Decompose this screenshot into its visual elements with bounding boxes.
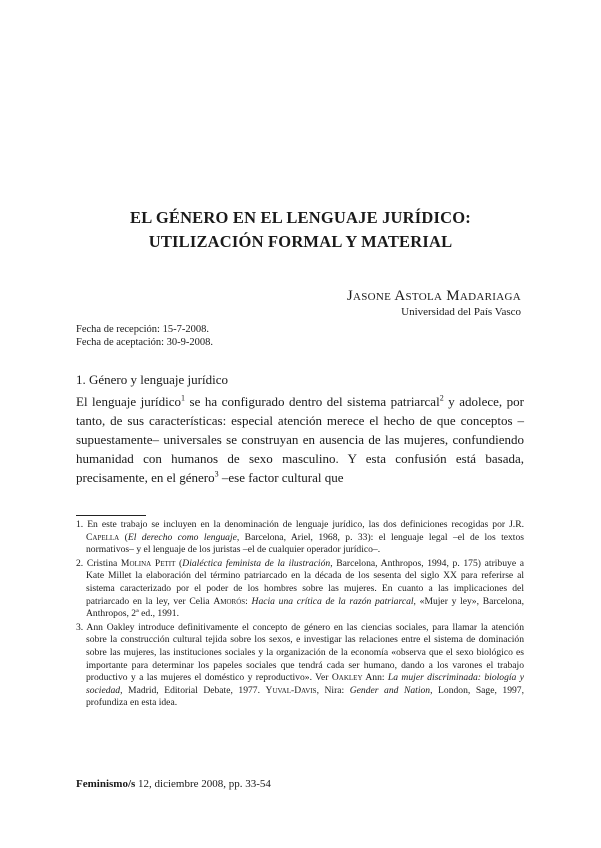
date-accepted: Fecha de aceptación: 30-9-2008. — [76, 337, 214, 348]
footnote-2 — [76, 558, 524, 621]
footnote-3-text-3: , Madrid, Editorial Debate, 1977. — [120, 684, 266, 696]
body-text-c: y adolece, por tanto, de sus características: especial atención merece el hecho de que conceptos –supuestamente– universales se construyan en ausencia de las mujeres, confundiendo humanidad con humanos de sexo masculino. Y esta confusión está basada, precisamente, en el género — [76, 394, 524, 485]
footnote-1-text: 1. En este trabajo se incluyen en la denominación de lenguaje jurídico, las dos definiciones recogidas por J.R. — [76, 519, 524, 530]
footnote-ref-1: 1 — [181, 393, 186, 403]
footnote-2-text-4: : — [245, 595, 252, 607]
body-text-b: se ha configurado dentro del sistema patriarcal — [185, 394, 440, 409]
footnote-3 — [76, 622, 524, 710]
footnote-2-author: Molina Petit — [120, 557, 176, 569]
body-text-d: –ese factor cultural que — [218, 470, 344, 485]
footnote-1-work-title: El derecho como lenguaje — [127, 531, 237, 543]
footnote-3-author-2: Yuval-Davis — [265, 684, 317, 696]
journal-issue: 12, diciembre 2008, pp. 33-54 — [135, 778, 271, 790]
journal-citation — [76, 777, 271, 791]
footnote-2-work-title-2: Hacia una crítica de la razón patriarcal — [251, 595, 414, 607]
body-text-a: El lenguaje jurídico — [76, 394, 182, 409]
title-line-2: UTILIZACIÓN FORMAL Y MATERIAL — [148, 232, 453, 251]
date-received: Fecha de recepción: 15-7-2008. — [76, 324, 209, 335]
author-name: Jasone Astola Madariaga — [346, 288, 521, 304]
article-dates — [76, 323, 213, 349]
section-heading: 1. Género y lenguaje jurídico — [76, 372, 228, 387]
footnote-2-text-3: , Barcelona, Anthropos, 1994, p. 175) atribuye a Kate Millet la elaboración del término patriarcado en la década de los sesenta del siglo XX para referirse al sistema caracterizado por el poder de los hombres sobre las mujeres. En cuanto a las implicaciones del patriarcado en la ley, ver Celia — [86, 557, 525, 607]
footnote-ref-2: 2 — [439, 393, 444, 403]
title-line-1: EL GÉNERO EN EL LENGUAJE JURÍDICO: — [130, 208, 471, 227]
footnote-1-text-3: , Barcelona, Ariel, 1968, p. 33): el lenguaje legal –el de los textos normativos– y el lenguaje de los juristas –el de cualquier operador jurídico–. — [86, 531, 525, 556]
footnote-1-text-2: ( — [119, 531, 128, 543]
footnote-1 — [76, 519, 524, 557]
footnote-1-author: Capella — [86, 531, 120, 543]
journal-name: Feminismo/s — [76, 778, 136, 790]
footnote-3-text-2: Ann: — [362, 672, 388, 684]
footnote-2-text-2: ( — [175, 557, 183, 569]
footnotes-list — [76, 519, 524, 711]
body-paragraph — [76, 392, 524, 487]
author-affiliation: Universidad del País Vasco — [401, 306, 521, 318]
footnote-2-work-title: Dialéctica feminista de la ilustración — [182, 557, 331, 569]
author-block — [347, 287, 521, 319]
footnote-3-text-4: , Nira: — [316, 684, 350, 696]
footnote-2-text: 2. Cristina — [76, 557, 121, 569]
footnote-3-text: 3. Ann Oakley introduce definitivamente el concepto de género en las ciencias sociales, para llamar la atención sobre la construcción cultural tejida sobre los sexos, e investigar las relaciones entre el sistema de dominación sobre las mujeres, las instituciones sociales y la organización de la economía «observa que el sexo biológico es importante para determinar los papeles sociales que tendrá cada ser humano, dando a los varones el trabajo productivo y a las mujeres el doméstico y reproductivo». Ver — [76, 621, 524, 684]
footnote-3-work-title: La mujer discriminada: biología y sociedad — [86, 672, 524, 696]
footnote-2-author-2: Amorós — [213, 595, 246, 607]
footnote-3-work-title-2: Gender and Nation — [349, 684, 431, 696]
footnote-3-author: Oakley — [331, 672, 363, 684]
footnote-divider — [76, 515, 146, 516]
footnote-3-text-5: , London, Sage, 1997, profundiza en esta idea. — [86, 684, 524, 709]
footnote-2-text-5: , «Mujer y ley», Barcelona, Anthropos, 2ª ed., 1991. — [86, 595, 524, 620]
paper-title — [0, 206, 601, 254]
footnote-ref-3: 3 — [214, 469, 219, 479]
